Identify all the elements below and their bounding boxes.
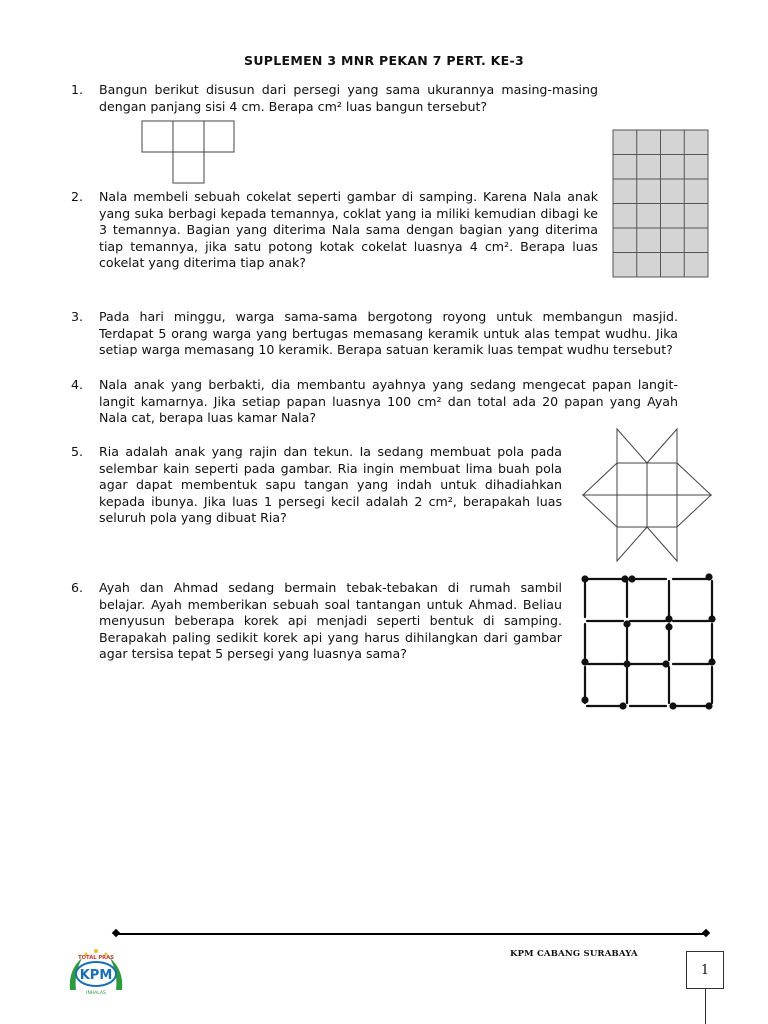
page-number-tail — [705, 988, 706, 1024]
question-text: Ayah dan Ahmad sedang bermain tebak-tebakan di rumah sambil belajar. Ayah memberikan sebuah soal tantangan untuk Ahmad. Beliau menyusun beberapa korek api menjadi seperti bentuk di samping. Berapakah paling sedikit korek api yang harus dihilangkan dari gambar agar tersisa tepat 5 persegi yang luasnya sama? — [99, 580, 562, 662]
question-number: 1. — [71, 82, 84, 97]
question-2 — [71, 189, 598, 272]
question-number: 5. — [71, 444, 84, 459]
question-number: 3. — [71, 309, 84, 324]
question-number: 4. — [71, 377, 84, 392]
footer-line-end-dot — [702, 929, 710, 937]
question-text: Nala membeli sebuah cokelat seperti gambar di samping. Karena Nala anak yang suka berbagi kepada temannya, coklat yang ia miliki kemudian dibagi ke 3 temannya. Bagian yang diterima Nala sama dengan bagian yang diterima tiap temannya, jika satu potong kotak cokelat luasnya 4 cm². Berapa luas cokelat yang diterima tiap anak? — [99, 189, 598, 271]
question-1 — [71, 82, 598, 115]
chocolate-bar-figure — [612, 129, 710, 279]
question-text: Nala anak yang berbakti, dia membantu ayahnya yang sedang mengecat papan langit-langit kamarnya. Jika setiap papan luasnya 100 cm² dan total ada 20 papan yang Ayah Nala cat, berapa luas kamar Nala? — [99, 377, 678, 426]
question-6 — [71, 580, 562, 663]
star-pattern-figure — [580, 427, 714, 563]
kpm-logo — [64, 946, 128, 998]
logo-bottom-text: INHALAS — [86, 991, 106, 996]
question-5 — [71, 444, 562, 527]
question-number: 6. — [71, 580, 84, 595]
footer-divider — [116, 933, 707, 935]
question-text: Ria adalah anak yang rajin dan tekun. Ia sedang membuat pola pada selembar kain seperti pada gambar. Ria ingin membuat lima buah pola agar dapat membentuk sapu tangan yang indah untuk dihadiahkan kepada ibunya. Jika luas 1 persegi kecil adalah 2 cm², berapakah luas seluruh pola yang dibuat Ria? — [99, 444, 562, 526]
question-3 — [71, 309, 678, 359]
question-text: Pada hari minggu, warga sama-sama bergotong royong untuk membangun masjid. Terdapat 5 orang warga yang bertugas memasang keramik untuk alas tempat wudhu. Jika setiap warga memasang 10 keramik. Berapa satuan keramik luas tempat wudhu tersebut? — [99, 309, 678, 358]
logo-top-text: TOTAL PRAS — [78, 955, 114, 961]
page-number: 1 — [686, 951, 724, 989]
t-shape-figure — [140, 119, 236, 185]
logo-text: KPM — [79, 968, 113, 983]
question-number: 2. — [71, 189, 84, 204]
matchstick-grid-figure — [578, 570, 720, 716]
question-text: Bangun berikut disusun dari persegi yang sama ukurannya masing-masing dengan panjang sisi 4 cm. Berapa cm² luas bangun tersebut? — [99, 82, 598, 114]
page-title: SUPLEMEN 3 MNR PEKAN 7 PERT. KE-3 — [244, 53, 524, 68]
question-4 — [71, 377, 678, 427]
footer-organization: KPM CABANG SURABAYA — [510, 949, 638, 959]
